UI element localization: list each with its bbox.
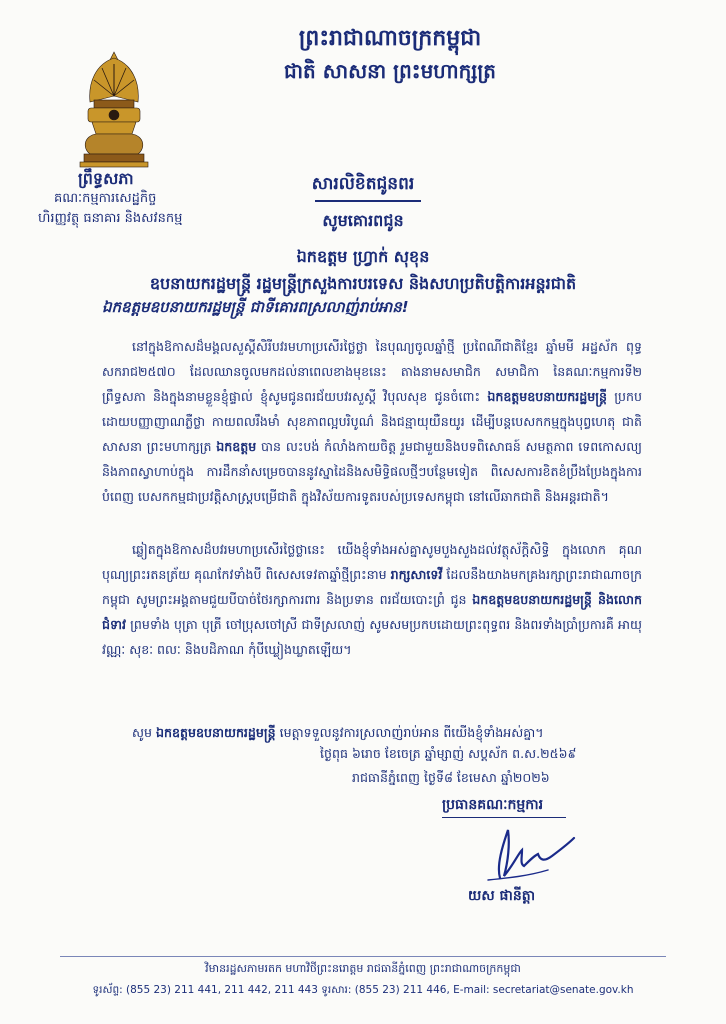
signer-name: យស ផានីត្តា xyxy=(468,888,536,904)
recipient-position: ឧបនាយករដ្ឋមន្ត្រី រដ្ឋមន្ត្រីក្រសួងការបរទេស និងសហប្រតិបត្តិការអន្តរជាតិ xyxy=(149,274,577,293)
sender-institution: ព្រឹទ្ធសភា xyxy=(78,169,134,188)
body-paragraph-1 xyxy=(102,334,642,509)
paragraph-text: មេត្តាទទួលនូវការស្រលាញ់រាប់អាន ពីយើងខ្ញុំទាំងអស់គ្នា។ xyxy=(275,725,544,740)
paragraph-bold-text: ឯកឧត្តមឧបនាយករដ្ឋមន្ត្រី និងលោកជំទាវ xyxy=(102,592,642,632)
footer-divider xyxy=(60,956,666,957)
paragraph-text: ដែលនឹងយាងមកគ្រងរក្សាព្រះរាជាណាចក្រកម្ពុជា សូមព្រះអង្គតាមជួយបីបាច់ថែរក្សាការពារ និងប្រទាន ពរជ័យបោះព្រំ ជូន xyxy=(102,567,643,607)
paragraph-bold-text: ឯកឧត្តម xyxy=(216,439,257,454)
senate-emblem-icon xyxy=(74,50,154,168)
signature-icon xyxy=(478,820,578,884)
footer-address: វិមានរដ្ឋសភាមរតក មហាវិថីព្រះនរោត្តម រាជធានីភ្នំពេញ ព្រះរាជាណាចក្រកម្ពុជា xyxy=(205,962,521,975)
respect-line: សូមគោរពជូន xyxy=(322,211,404,230)
signer-title-underline xyxy=(442,817,566,818)
paragraph-bold-text: រាក្សសាទេវី xyxy=(390,567,443,582)
kingdom-title: ព្រះរាជាណាចក្រកម្ពុជា xyxy=(298,26,482,51)
paragraph-text: បាន លះបង់ កំលាំងកាយចិត្ត រួមជាមួយនិងបទពិសោធន៍ សមត្ថភាព ទេពកោសល្យនិងភាពស្វាហាប់ក្នុង ការដឹកនាំសម្រេចបាននូវស្នាដៃនិងសមិទ្ធិផលថ្មីៗបន្ថែមទៀត ពិសេសការខិតខំប្រឹងប្រែងក្នុងការបំពេញ បេសកកម្មជាប្រវត្តិសាស្ត្របម្រើជាតិ ក្នុងវិស័យការទូតរបស់ប្រទេសកម្ពុជា នៅលើឆាកជាតិ និងអន្តរជាតិ។ xyxy=(102,439,642,504)
lunar-date: ថ្ងៃពុធ ៦រោច ខែចេត្រ ឆ្នាំម្សាញ់ សប្តស័ក ព.ស.២៥៦៩ xyxy=(320,746,577,761)
paragraph-text: ឆ្លៀតក្នុងឱកាសដ៏បវរមហាប្រសើរថ្លៃថ្លានេះ យើងខ្ញុំទាំងអស់គ្នាសូមបួងសួងដល់វត្ថុស័ក្តិសិទ្ធិ ក្នុងលោក គុណបុណ្យព្រះរតនត្រ័យ គុណកែវទាំងបី ពិសេសទេវតាឆ្នាំថ្មីព្រះនាម xyxy=(102,542,642,582)
letter-type: សារលិខិតជូនពរ xyxy=(311,174,415,194)
paragraph-text: ព្រមទាំង បុត្រា បុត្រី ចៅប្រុសចៅស្រី ជាទីស្រលាញ់ សូមសមប្រកបដោយព្រះពុទ្ធពរ និងពរទាំងប្រាំប្រការគឺ អាយុ វណ្ណៈ សុខៈ ពលៈ និងបដិភាណ កុំបីឃ្លៀងឃ្លាតឡើយ។ xyxy=(102,617,642,657)
paragraph-text: នៅក្នុងឱកាសដ៏មង្គលសួស្តីសិរីបវរមហាប្រសើរថ្លៃថ្លា នៃបុណ្យចូលឆ្នាំថ្មី ប្រពៃណីជាតិខ្មែរ ឆ្នាំមមី អដ្ឋស័ក ពុទ្ធសករាជ២៥៧០ ដែលឈានចូលមកដល់នាពេលខាងមុខនេះ តាងនាមសមាជិក សមាជិកា នៃគណៈកម្មការទី២ ព្រឹទ្ធសភា និងក្នុងនាមខ្លួនខ្ញុំផ្ទាល់ ខ្ញុំសូមជូនពរជ័យបវរសួស្តី វិបុលសុខ ជូនចំពោះ xyxy=(102,339,642,404)
paragraph-text: ប្រកបដោយបញ្ញាញាណភ្លឺថ្លា កាយពលរឹងមាំ សុខភាពល្អបរិបូណ៌ និងជន្មាយុយឺនយូរ ដើម្បីបន្តបេសកកម្មក្នុងបុព្វហេតុ ជាតិ សាសនា ព្រះមហាក្សត្រ xyxy=(102,389,642,454)
recipient-name: ឯកឧត្តម ហ្វ្រាក់ សុខុន xyxy=(296,247,430,266)
sender-committee-line2: ហិរញ្ញវត្ថុ ធនាគារ និងសវនកម្ម xyxy=(38,211,183,226)
paragraph-text: សូម xyxy=(132,725,156,740)
footer-contact: ទូរស័ព្ទ: (855 23) 211 441, 211 442, 211 443 ទូរសារ: (855 23) 211 446, E-mail: secretariat@senate.gov.kh xyxy=(92,984,634,996)
solar-date: រាជធានីភ្នំពេញ ថ្ងៃទី៨ ខែមេសា ឆ្នាំ២០២៦ xyxy=(352,770,550,785)
body-paragraph-3 xyxy=(102,720,642,745)
body-paragraph-2 xyxy=(102,537,642,662)
sender-committee-line1: គណៈកម្មការសេដ្ឋកិច្ច xyxy=(54,191,157,206)
signer-title: ប្រធានគណៈកម្មការ xyxy=(442,797,544,813)
title-underline xyxy=(315,200,421,202)
kingdom-motto: ជាតិ សាសនា ព្រះមហាក្សត្រ xyxy=(284,59,496,83)
paragraph-bold-text: ឯកឧត្តមឧបនាយករដ្ឋមន្ត្រី xyxy=(156,725,276,740)
paragraph-bold-text: ឯកឧត្តមឧបនាយករដ្ឋមន្ត្រី xyxy=(487,389,607,404)
salutation: ឯកឧត្តមឧបនាយករដ្ឋមន្ត្រី ជាទីគោរពស្រលាញ់រាប់អាន! xyxy=(102,298,409,316)
